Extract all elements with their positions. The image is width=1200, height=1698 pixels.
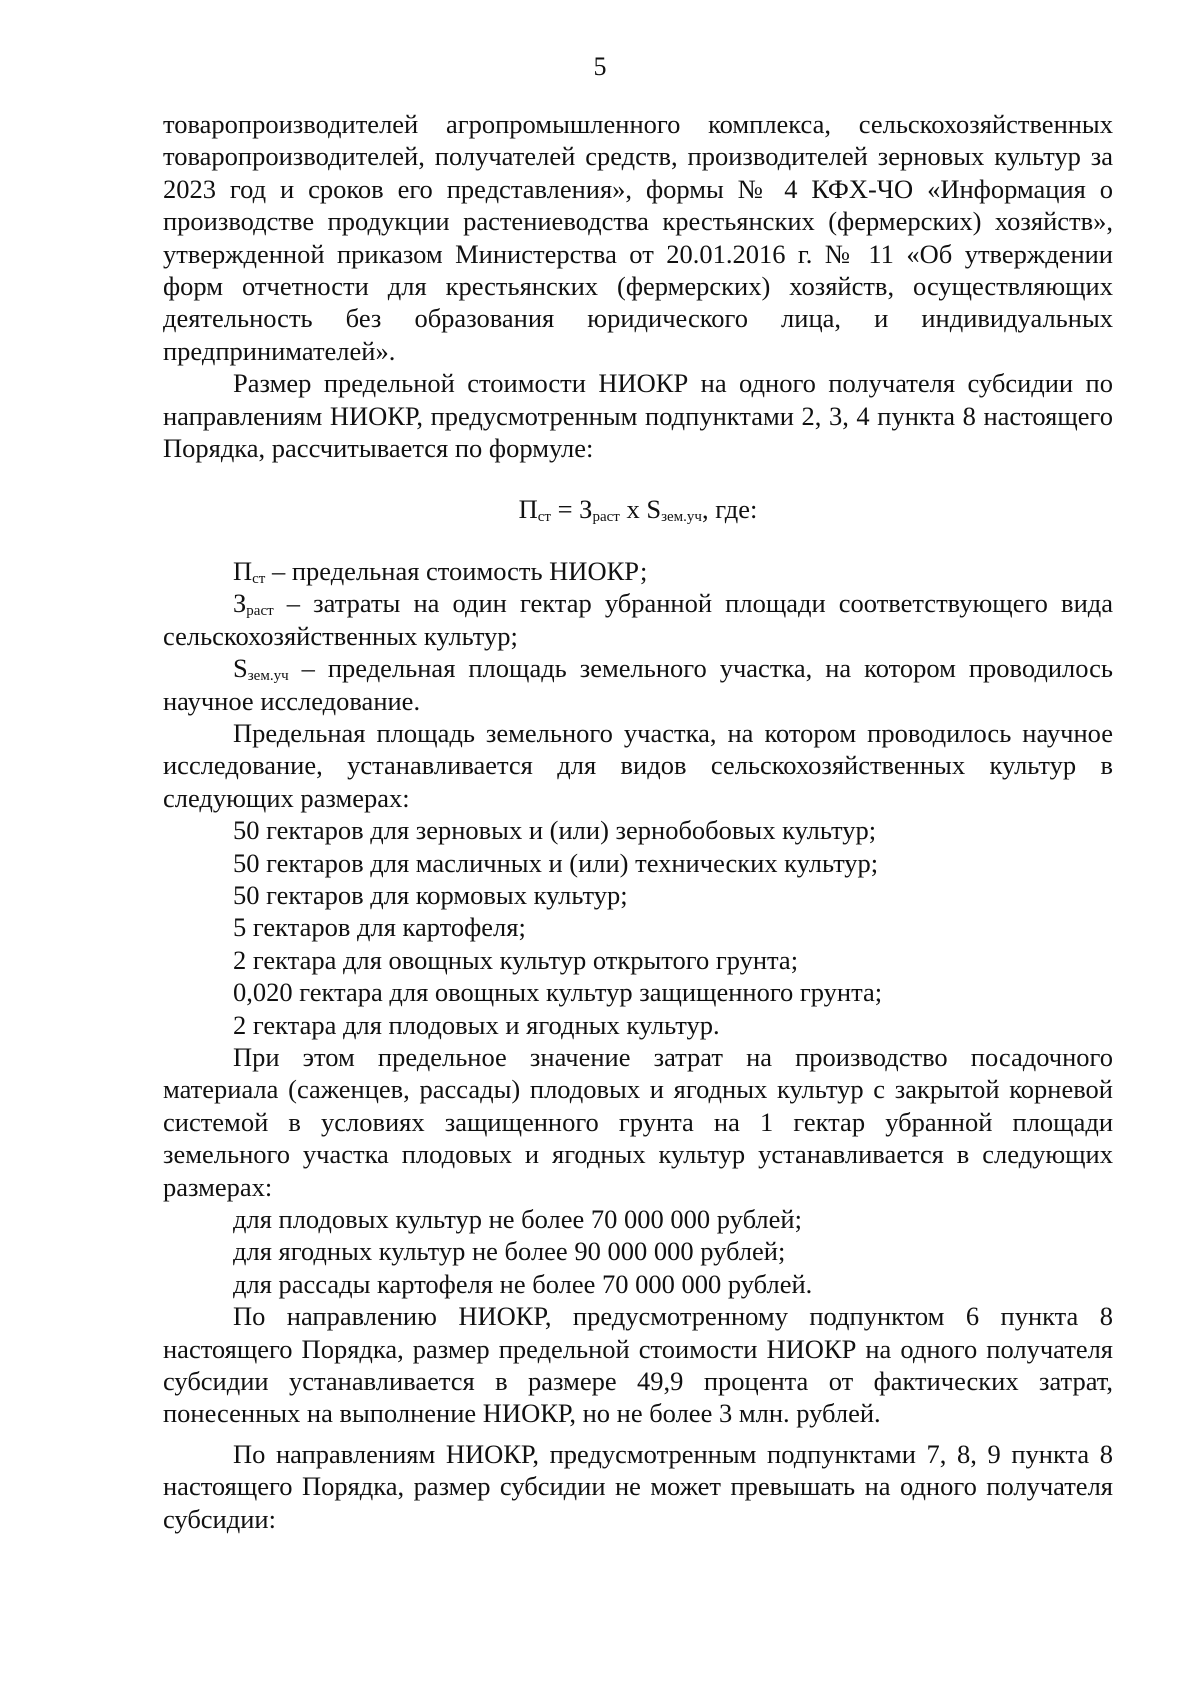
list-item-area: 50 гектаров для зерновых и (или) зернобобовых культур; — [233, 815, 877, 846]
list-item-area: 0,020 гектара для овощных культур защищенного грунта; — [233, 977, 883, 1008]
formula-s-subscript: зем.уч — [661, 509, 702, 526]
paragraph-area-limits-intro: Предельная площадь земельного участка, на котором проводилось научное исследование, устанавливается для видов сельскохозяйственных культур в следующих размерах: — [163, 717, 1113, 813]
formula-multiply: x — [619, 494, 647, 525]
list-item-area: 2 гектара для плодовых и ягодных культур. — [233, 1009, 720, 1040]
list-item-cost: для ягодных культур не более 90 000 000 рублей; — [233, 1236, 786, 1267]
definition-z-text: – затраты на один гектар убранной площади соответствующего вида сельскохозяйственных культур; — [163, 588, 1113, 651]
definition-s-subscript: зем.уч — [247, 668, 289, 685]
paragraph-subpoints-7-8-9: По направлениям НИОКР, предусмотренным подпунктами 7, 8, 9 пункта 8 настоящего Порядка, размер субсидии не может превышать на одного получателя субсидии: — [163, 1438, 1113, 1534]
definition-p-text: – предельная стоимость НИОКР; — [265, 555, 648, 586]
paragraph-gap — [163, 1430, 1113, 1438]
formula-p-subscript: ст — [537, 509, 551, 526]
definition-p — [163, 555, 1113, 587]
formula-s-symbol: S — [646, 494, 662, 525]
definition-z — [163, 587, 1113, 652]
definition-z-symbol: З — [233, 588, 247, 619]
list-item-cost: для рассады картофеля не более 70 000 000 рублей. — [233, 1268, 813, 1299]
definition-s-symbol: S — [233, 653, 248, 684]
formula — [163, 493, 1113, 525]
definition-s — [163, 652, 1113, 717]
list-item-area: 5 гектаров для картофеля; — [233, 912, 526, 943]
definition-z-subscript: раст — [246, 603, 274, 620]
document-body — [163, 108, 1113, 1535]
formula-tail: , где: — [701, 494, 758, 525]
paragraph-subpoint-6: По направлению НИОКР, предусмотренному подпунктом 6 пункта 8 настоящего Порядка, размер предельной стоимости НИОКР на одного получателя субсидии устанавливается в размере 49,9 процента от фактических затрат, понесенных на выполнение НИОКР, но не более 3 млн. рублей. — [163, 1301, 1113, 1429]
paragraph-forms-reference: товаропроизводителей агропромышленного комплекса, сельскохозяйственных товаропроизводителей, получателей средств, производителей зерновых культур за 2023 год и сроков его представления», формы № 4 КФХ-ЧО «Информация о производстве продукции растениеводства крестьянских (фермерских) хозяйств», утвержденной приказом Министерства от 20.01.2016 г. № 11 «Об утверждении форм отчетности для крестьянских (фермерских) хозяйств, осуществляющих деятельность без образования юридического лица, и индивидуальных предпринимателей». — [163, 109, 1113, 366]
paragraph-cost-limit-intro: Размер предельной стоимости НИОКР на одного получателя субсидии по направлениям НИОКР, предусмотренным подпунктами 2, 3, 4 пункта 8 настоящего Порядка, рассчитывается по формуле: — [163, 368, 1113, 464]
formula-equals: = — [550, 494, 580, 525]
formula-z-symbol: З — [579, 494, 593, 525]
definition-p-symbol: П — [233, 555, 253, 586]
paragraph-planting-material-costs: При этом предельное значение затрат на производство посадочного материала (саженцев, рассады) плодовых и ягодных культур с закрытой корневой системой в условиях защищенного грунта на 1 гектар убранной площади земельного участка плодовых и ягодных культур устанавливается в следующих размерах: — [163, 1041, 1113, 1202]
list-item-area: 2 гектара для овощных культур открытого грунта; — [233, 944, 799, 975]
list-item-cost: для плодовых культур не более 70 000 000 рублей; — [233, 1204, 802, 1234]
list-item-area: 50 гектаров для кормовых культур; — [233, 879, 628, 910]
formula-z-subscript: раст — [592, 509, 620, 526]
list-item-area: 50 гектаров для масличных и (или) технических культур; — [233, 847, 879, 878]
definition-s-text: – предельная площадь земельного участка, на котором проводилось научное исследование. — [163, 653, 1113, 716]
page-number: 5 — [593, 52, 607, 81]
definition-p-subscript: ст — [252, 570, 266, 587]
formula-p-symbol: П — [518, 494, 538, 525]
